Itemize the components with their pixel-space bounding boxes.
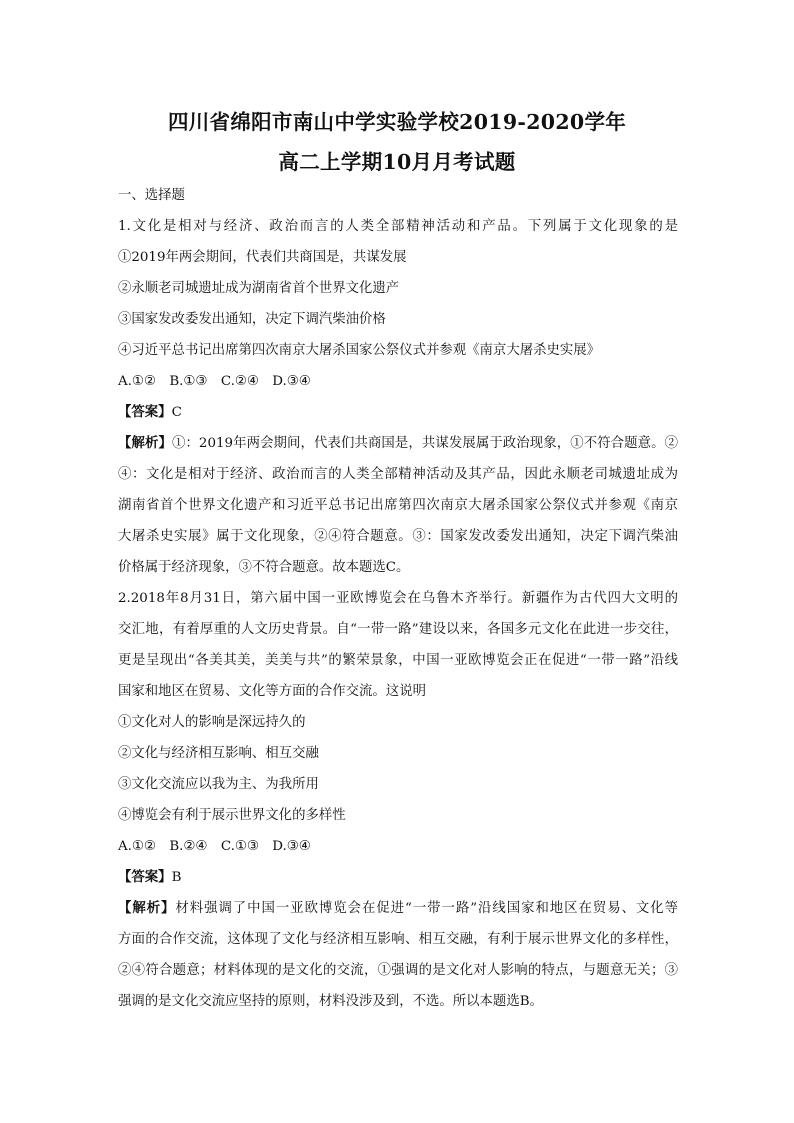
section-heading: 一、选择题 [118,188,185,203]
question-option: ③国家发改委发出通知，决定下调汽柴油价格 [118,312,386,327]
analysis-line: ②④符合题意；材料体现的是文化的交流，①强调的是文化对人影响的特点，与题意无关；③ [118,963,678,978]
document-title-line-2: 高二上学期10月月考试题 [278,150,516,174]
question-stem-line: 国家和地区在贸易、文化等方面的合作交流。这说明 [118,684,426,699]
analysis-line: ④：文化是相对于经济、政治而言的人类全部精神活动及其产品，因此永顺老司城遗址成为 [118,467,678,482]
answer-line [118,862,678,893]
question-1 [118,211,678,583]
analysis-line: 湖南省首个世界文化遗产和习近平总书记出席第四次南京大屠杀国家公祭仪式并参观《南京 [118,498,678,513]
analysis-line: 大屠杀史实展》属于文化现象，②④符合题意。③：国家发改委发出通知，决定下调汽柴油 [118,529,678,544]
analysis-line: 价格属于经济现象，③不符合题意。故本题选C。 [118,560,410,575]
question-stem-line: 2.2018年8月31日，第六届中国一亚欧博览会在乌鲁木齐举行。新疆作为古代四大文明的 [118,591,678,606]
question-choices: A.①② B.②④ C.①③ D.③④ [118,839,311,854]
question-stem-line: 交汇地，有着厚重的人文历史背景。自“一带一路”建设以来，各国多元文化在此进一步交往， [118,622,678,637]
analysis-tag: 【解析】 [118,900,176,916]
question-stem-line: 更是呈现出“各美其美，美美与共”的繁荣景象，中国一亚欧博览会正在促进“一带一路”沿线 [118,653,678,668]
answer-value: B [171,870,182,885]
question-2 [118,583,678,1017]
analysis-text: ①：2019年两会期间，代表们共商国是，共谋发展属于政治现象，①不符合题意。② [171,436,678,451]
question-option: ①2019年两会期间，代表们共商国是，共谋发展 [118,250,407,265]
analysis-tag: 【解析】 [118,435,172,451]
question-option: ②永顺老司城遗址成为湖南省首个世界文化遗产 [118,281,400,296]
question-option: ④博览会有利于展示世界文化的多样性 [118,808,346,823]
analysis-line: 强调的是文化交流应坚持的原则，材料没涉及到，不选。所以本题选B。 [118,994,543,1009]
answer-tag: 【答案】 [118,404,172,420]
question-option: ③文化交流应以我为主、为我所用 [118,777,319,792]
question-option: ①文化对人的影响是深远持久的 [118,715,306,730]
analysis-text: 材料强调了中国一亚欧博览会在促进“一带一路”沿线国家和地区在贸易、文化等 [175,901,678,916]
question-stem-line: 1.文化是相对与经济、政治而言的人类全部精神活动和产品。下列属于文化现象的是 [118,219,678,234]
question-option: ②文化与经济相互影响、相互交融 [118,746,319,761]
analysis-line: 方面的合作交流，这体现了文化与经济相互影响、相互交融，有利于展示世界文化的多样性， [118,932,678,947]
question-choices: A.①② B.①③ C.②④ D.③④ [118,374,311,389]
document-body [118,180,678,1017]
document-title-line-1: 四川省绵阳市南山中学实验学校2019-2020学年 [167,110,627,134]
answer-tag: 【答案】 [118,869,172,885]
analysis-line [118,428,678,459]
question-option: ④习近平总书记出席第四次南京大屠杀国家公祭仪式并参观《南京大屠杀史实展》 [118,343,601,358]
analysis-line [118,893,678,924]
answer-value: C [171,405,182,420]
answer-line [118,397,678,428]
